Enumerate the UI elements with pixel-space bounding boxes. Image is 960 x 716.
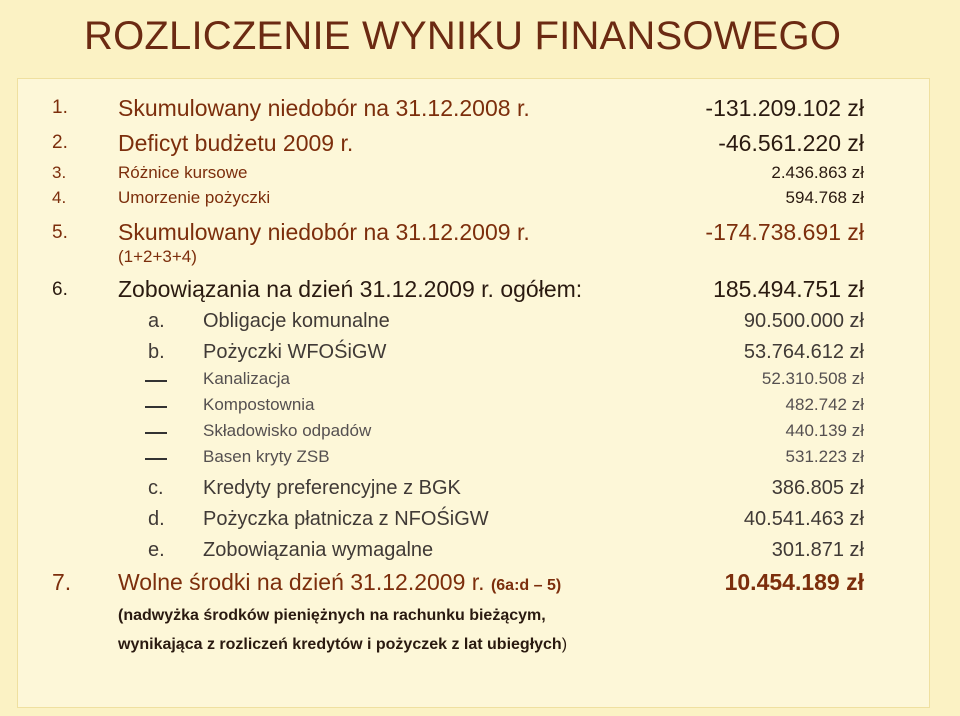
item-value: -174.738.691 zł	[705, 219, 864, 245]
sub-item-value: 53.764.612 zł	[743, 341, 864, 363]
loan-detail-label: Kompostownia	[203, 395, 315, 414]
dash-bullet	[145, 406, 167, 408]
item-value: -131.209.102 zł	[705, 95, 864, 121]
sub-item-value: 40.541.463 zł	[743, 508, 864, 530]
item-number: 6.	[52, 279, 68, 300]
final-note-close: )	[561, 636, 568, 653]
final-label	[118, 569, 561, 596]
final-value: 10.454.189 zł	[724, 569, 864, 595]
sub-item-letter: d.	[148, 508, 165, 530]
loan-detail-label: Składowisko odpadów	[203, 421, 372, 440]
sub-item-label: Pożyczka płatnicza z NFOŚiGW	[203, 508, 489, 530]
sub-item-letter: b.	[148, 341, 165, 363]
item-label: Skumulowany niedobór na 31.12.2008 r.	[118, 95, 530, 121]
dash-bullet	[145, 432, 167, 434]
final-note-line2-text: wynikająca z rozliczeń kredytów i pożyczek z lat ubiegłych	[118, 636, 562, 653]
final-note-line2	[118, 636, 567, 654]
item-number: 4.	[52, 188, 67, 207]
loan-detail-value: 52.310.508 zł	[761, 369, 864, 388]
final-formula: (6a:d – 5)	[490, 577, 562, 594]
loan-detail-label: Kanalizacja	[203, 369, 290, 388]
dash-bullet	[145, 458, 167, 460]
item-number: 7.	[52, 569, 72, 595]
item-note: (1+2+3+4)	[118, 247, 197, 266]
dash-bullet	[145, 380, 167, 382]
item-label: Umorzenie pożyczki	[118, 188, 271, 207]
item-number: 1.	[52, 97, 68, 118]
sub-item-value: 386.805 zł	[771, 477, 864, 499]
item-label: Deficyt budżetu 2009 r.	[118, 130, 354, 156]
sub-item-label: Obligacje komunalne	[203, 310, 390, 332]
sub-item-label: Kredyty preferencyjne z BGK	[203, 477, 461, 499]
sub-item-value: 90.500.000 zł	[743, 310, 864, 332]
item-label: Skumulowany niedobór na 31.12.2009 r.	[118, 219, 530, 245]
sub-item-letter: c.	[148, 477, 164, 499]
sub-item-letter: a.	[148, 310, 165, 332]
loan-detail-label: Basen kryty ZSB	[203, 447, 330, 466]
page-title: ROZLICZENIE WYNIKU FINANSOWEGO	[84, 14, 842, 58]
item-number: 2.	[52, 132, 68, 153]
item-value: 2.436.863 zł	[771, 163, 864, 182]
item-label: Różnice kursowe	[118, 163, 248, 182]
sub-item-label: Zobowiązania wymagalne	[203, 539, 434, 561]
item-label: Zobowiązania na dzień 31.12.2009 r. ogółem:	[118, 276, 583, 302]
item-value: -46.561.220 zł	[718, 130, 864, 156]
item-value: 594.768 zł	[785, 188, 864, 207]
sub-item-label: Pożyczki WFOŚiGW	[203, 341, 387, 363]
loan-detail-value: 482.742 zł	[785, 395, 864, 414]
item-value: 185.494.751 zł	[713, 276, 864, 302]
sub-item-value: 301.871 zł	[771, 539, 864, 561]
loan-detail-value: 531.223 zł	[785, 447, 864, 466]
item-number: 5.	[52, 222, 68, 243]
item-number: 3.	[52, 163, 67, 182]
sub-item-letter: e.	[148, 539, 165, 561]
loan-detail-value: 440.139 zł	[785, 421, 864, 440]
final-note-line1: (nadwyżka środków pieniężnych na rachunku bieżącym,	[118, 607, 546, 624]
final-label-text: Wolne środki na dzień 31.12.2009 r.	[118, 569, 485, 595]
